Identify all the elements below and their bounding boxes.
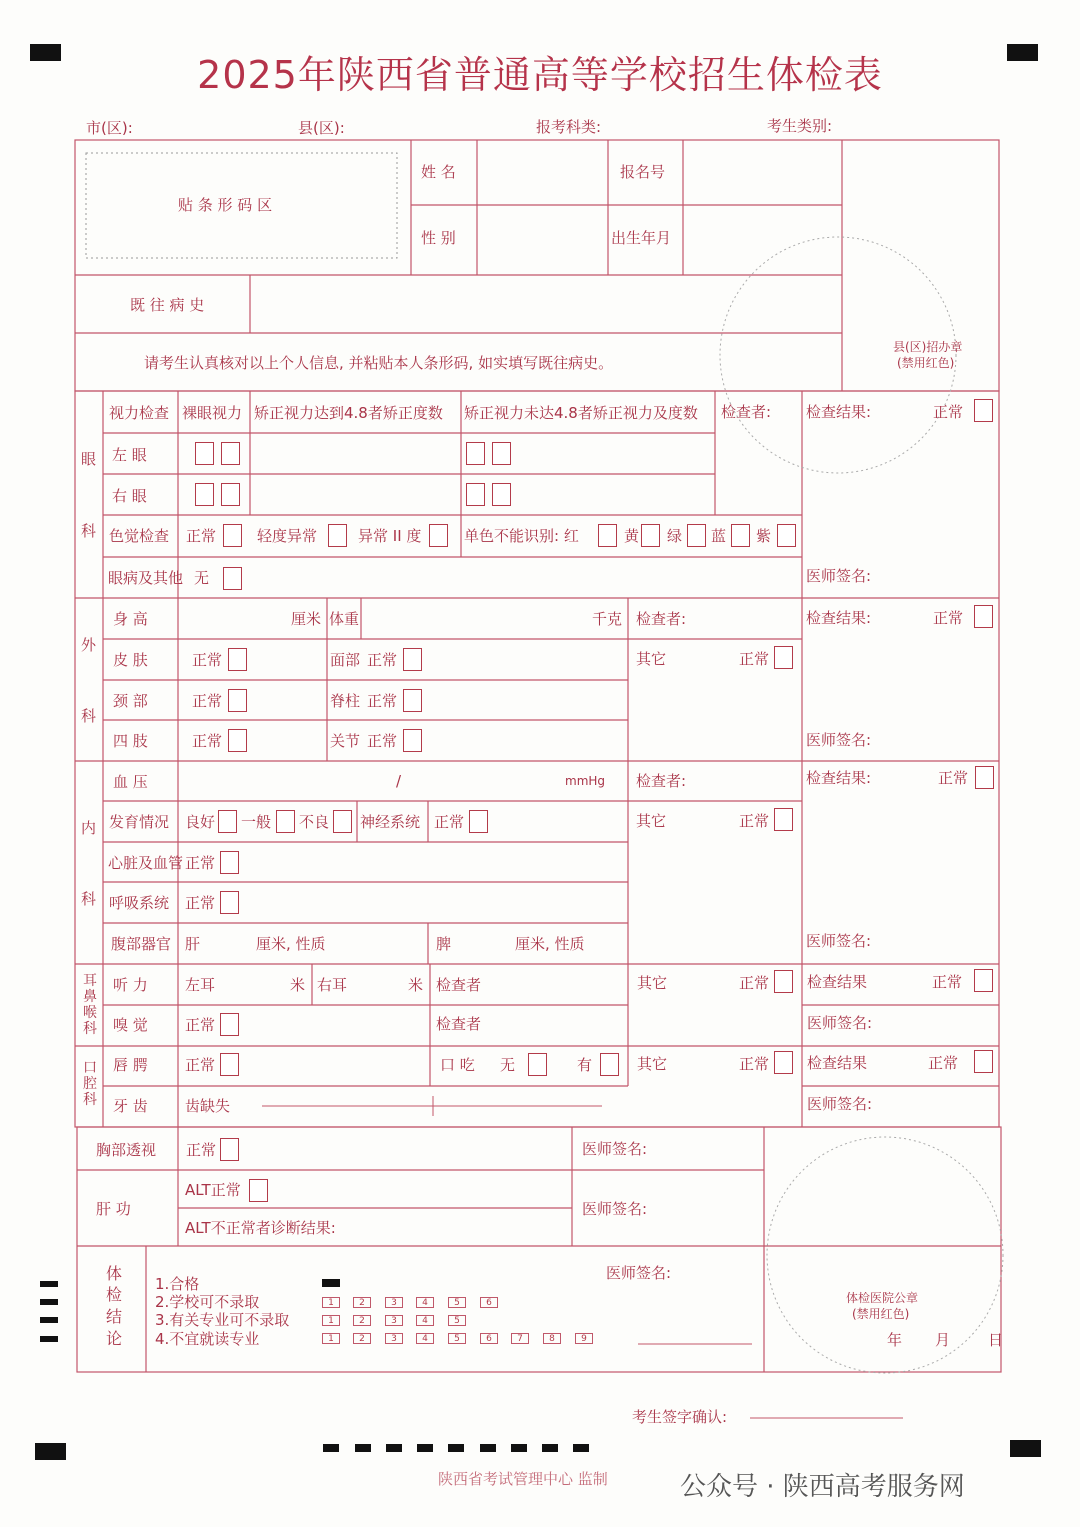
- eye-none-checkbox[interactable]: [223, 567, 242, 590]
- issuer-label: 陕西省考试管理中心 监制: [438, 1470, 608, 1488]
- notice: 请考生认真核对以上个人信息, 并粘贴本人条形码, 如实填写既往病史。: [144, 354, 614, 372]
- option-box[interactable]: 4: [416, 1297, 434, 1308]
- lip-normal-checkbox[interactable]: [220, 1053, 239, 1076]
- resp-normal-label: 正常: [185, 894, 216, 912]
- surgery-other-normal: 正常: [739, 650, 770, 668]
- eye-dept-2: 科: [81, 522, 97, 540]
- internal-result: 检查结果:: [806, 769, 872, 787]
- spleen-unit: 厘米, 性质: [515, 935, 585, 953]
- corrected-ok-label: 矫正视力达到4.8者矫正度数: [254, 404, 443, 422]
- height-label: 身 高: [113, 610, 148, 628]
- left-eye-label: 左 眼: [112, 446, 147, 464]
- surgery-normal-checkbox[interactable]: [974, 605, 993, 628]
- surgery-normal: 正常: [933, 609, 964, 627]
- eye-examiner: 检查者:: [721, 403, 772, 421]
- color-normal-label: 正常: [186, 527, 217, 545]
- missing-teeth-label: 齿缺失: [185, 1097, 231, 1115]
- left-ear-label: 左耳: [185, 976, 216, 994]
- timing-mark: [40, 1336, 58, 1342]
- surgery-dept-1: 外: [81, 636, 97, 654]
- left-ear-unit: 米: [290, 976, 306, 994]
- yellow-label: 黄: [624, 527, 640, 545]
- internal-other-normal: 正常: [739, 812, 770, 830]
- stutter-label: 口 吃: [440, 1056, 475, 1074]
- smell-normal-label: 正常: [185, 1016, 216, 1034]
- internal-other-checkbox[interactable]: [774, 808, 793, 831]
- ent-result: 检查结果: [807, 973, 868, 991]
- watermark: 公众号 · 陕西高考服务网: [680, 1472, 965, 1502]
- hearing-label: 听 力: [113, 976, 148, 994]
- option-box[interactable]: 5: [448, 1297, 466, 1308]
- weight-label: 体重: [329, 610, 360, 628]
- surgery-examiner: 检查者:: [636, 610, 687, 628]
- neck-normal-label: 正常: [192, 692, 223, 710]
- conclusion-doctor-sign: 医师签名:: [606, 1264, 672, 1282]
- hospital-stamp-note: (禁用红色): [852, 1307, 910, 1321]
- reg-no-label: 报名号: [620, 163, 666, 181]
- conclusion-unsuitable: 4.不宜就读专业: [155, 1330, 260, 1348]
- joint-normal-label: 正常: [367, 732, 398, 750]
- internal-dept-1: 内: [81, 819, 97, 837]
- option-box[interactable]: 2: [353, 1297, 371, 1308]
- dev-bad-label: 不良: [299, 813, 330, 831]
- spine-label: 脊柱: [330, 692, 361, 710]
- timing-mark: [542, 1444, 558, 1452]
- ent-doctor-sign: 医师签名:: [807, 1014, 873, 1032]
- timing-mark: [40, 1317, 58, 1323]
- liver-unit: 厘米, 性质: [256, 935, 326, 953]
- registration-mark: [1010, 1440, 1041, 1457]
- joint-label: 关节: [330, 732, 361, 750]
- oral-other-normal: 正常: [739, 1055, 770, 1073]
- internal-normal-checkbox[interactable]: [975, 766, 994, 789]
- hospital-stamp-label: 体检医院公章: [846, 1291, 919, 1305]
- internal-dept-2: 科: [81, 890, 97, 908]
- ent-other-normal: 正常: [739, 974, 770, 992]
- left-naked-digit-1[interactable]: [195, 442, 214, 465]
- option-box[interactable]: 8: [543, 1333, 561, 1344]
- resp-label: 呼吸系统: [109, 894, 170, 912]
- alt-normal-checkbox[interactable]: [249, 1179, 268, 1202]
- option-box[interactable]: 1: [322, 1315, 340, 1326]
- liver-function-label: 肝 功: [96, 1200, 131, 1218]
- county-stamp-label: 县(区)招办章: [893, 340, 963, 354]
- ent-other-label: 其它: [637, 974, 668, 992]
- oral-dept: 口腔科: [83, 1060, 97, 1109]
- option-box[interactable]: 1: [322, 1333, 340, 1344]
- barcode-area[interactable]: 贴 条 形 码 区: [178, 196, 273, 214]
- neuro-label: 神经系统: [360, 813, 421, 831]
- eye-normal-checkbox[interactable]: [974, 399, 993, 422]
- chest-normal-label: 正常: [186, 1141, 217, 1159]
- timing-mark: [417, 1444, 433, 1452]
- option-box[interactable]: 5: [448, 1333, 466, 1344]
- conclusion-char-3: 结: [106, 1307, 123, 1326]
- form-title: 2025年陕西省普通高等学校招生体检表: [197, 53, 883, 97]
- right-naked-digit-1[interactable]: [195, 483, 214, 506]
- timing-mark: [573, 1444, 589, 1452]
- face-label: 面部: [330, 651, 361, 669]
- gender-label: 性 别: [421, 229, 456, 247]
- oral-other-checkbox[interactable]: [774, 1051, 793, 1074]
- ent-normal-checkbox[interactable]: [974, 969, 993, 992]
- timing-mark: [386, 1444, 402, 1452]
- alt-normal-label: ALT正常: [185, 1181, 241, 1199]
- neuro-normal-checkbox[interactable]: [469, 810, 488, 833]
- smell-label: 嗅 觉: [113, 1016, 148, 1034]
- name-label: 姓 名: [421, 163, 456, 181]
- conclusion-char-1: 体: [106, 1264, 123, 1283]
- city-label: 市(区):: [86, 119, 133, 137]
- bp-slash: /: [396, 772, 402, 790]
- blue-label: 蓝: [711, 527, 727, 545]
- liver-label: 肝: [185, 935, 201, 953]
- left-naked-digit-2[interactable]: [221, 442, 240, 465]
- heart-label: 心脏及血管: [108, 854, 184, 872]
- color-mild-label: 轻度异常: [257, 527, 318, 545]
- oral-doctor-sign: 医师签名:: [807, 1095, 873, 1113]
- option-box[interactable]: 4: [416, 1315, 434, 1326]
- candidate-confirm-label: 考生签字确认:: [632, 1408, 728, 1426]
- yellow-checkbox[interactable]: [641, 524, 660, 547]
- surgery-other-label: 其它: [636, 650, 667, 668]
- timing-mark: [511, 1444, 527, 1452]
- right-corrected-digit-2[interactable]: [492, 483, 511, 506]
- county-stamp-note: (禁用红色): [897, 356, 955, 370]
- oral-normal: 正常: [928, 1054, 959, 1072]
- corrected-not-label: 矫正视力未达4.8者矫正视力及度数: [464, 404, 698, 422]
- joint-normal-checkbox[interactable]: [403, 729, 422, 752]
- eye-doctor-sign: 医师签名:: [806, 567, 872, 585]
- neck-normal-checkbox[interactable]: [228, 689, 247, 712]
- left-corrected-digit-2[interactable]: [492, 442, 511, 465]
- option-box[interactable]: 6: [480, 1297, 498, 1308]
- naked-vision-label: 裸眼视力: [182, 404, 243, 422]
- neck-label: 颈 部: [113, 692, 148, 710]
- eye-none-label: 无: [194, 569, 210, 587]
- dev-good-checkbox[interactable]: [218, 810, 237, 833]
- alt-abnormal-label: ALT不正常者诊断结果:: [185, 1219, 336, 1237]
- liver-doctor-sign: 医师签名:: [582, 1200, 648, 1218]
- mono-red-label: 单色不能识别: 红: [464, 527, 579, 545]
- ent-dept: 耳鼻喉科: [83, 973, 97, 1038]
- eye-result: 检查结果:: [806, 403, 872, 421]
- surgery-doctor-sign: 医师签名:: [806, 731, 872, 749]
- internal-doctor-sign: 医师签名:: [806, 932, 872, 950]
- purple-checkbox[interactable]: [777, 524, 796, 547]
- eye-other-label: 眼病及其他: [108, 569, 184, 587]
- timing-mark: [480, 1444, 496, 1452]
- date-month: 月: [935, 1331, 951, 1349]
- stutter-none-label: 无: [500, 1056, 516, 1074]
- limbs-label: 四 肢: [113, 732, 148, 750]
- registration-mark: [35, 1443, 66, 1460]
- conclusion-major-may-reject: 3.有关专业可不录取: [155, 1311, 290, 1329]
- birth-label: 出生年月: [611, 229, 672, 247]
- face-normal-label: 正常: [367, 651, 398, 669]
- hearing-examiner: 检查者: [436, 976, 482, 994]
- timing-mark: [40, 1281, 58, 1287]
- eye-dept-1: 眼: [81, 450, 97, 468]
- date-year: 年: [887, 1331, 903, 1349]
- oral-result: 检查结果: [807, 1054, 868, 1072]
- conclusion-char-4: 论: [106, 1329, 123, 1348]
- option-box[interactable]: 4: [416, 1333, 434, 1344]
- chest-doctor-sign: 医师签名:: [582, 1140, 648, 1158]
- spine-normal-checkbox[interactable]: [403, 689, 422, 712]
- internal-normal: 正常: [938, 769, 969, 787]
- chest-normal-checkbox[interactable]: [220, 1138, 239, 1161]
- dev-bad-checkbox[interactable]: [333, 810, 352, 833]
- ent-other-checkbox[interactable]: [774, 970, 793, 993]
- limbs-normal-checkbox[interactable]: [228, 729, 247, 752]
- heart-normal-label: 正常: [185, 854, 216, 872]
- option-box[interactable]: 3: [385, 1315, 403, 1326]
- conclusion-char-2: 检: [106, 1285, 123, 1304]
- timing-mark: [40, 1299, 58, 1305]
- skin-normal-label: 正常: [192, 651, 223, 669]
- option-box[interactable]: 5: [448, 1315, 466, 1326]
- bp-unit: mmHg: [565, 774, 606, 788]
- teeth-label: 牙 齿: [113, 1097, 148, 1115]
- right-eye-label: 右 眼: [112, 487, 147, 505]
- blue-checkbox[interactable]: [731, 524, 750, 547]
- left-corrected-digit-1[interactable]: [466, 442, 485, 465]
- color-mild-checkbox[interactable]: [328, 524, 347, 547]
- vision-check-label: 视力检查: [109, 404, 170, 422]
- heart-normal-checkbox[interactable]: [220, 851, 239, 874]
- dev-good-label: 良好: [185, 813, 216, 831]
- right-ear-unit: 米: [408, 976, 424, 994]
- oral-normal-checkbox[interactable]: [974, 1050, 993, 1073]
- surgery-other-checkbox[interactable]: [774, 646, 793, 669]
- timing-mark: [355, 1444, 371, 1452]
- oral-other-label: 其它: [637, 1055, 668, 1073]
- subject-label: 报考科类:: [536, 118, 602, 136]
- height-unit: 厘米: [291, 610, 322, 628]
- lip-label: 唇 腭: [113, 1056, 148, 1074]
- timing-mark: [448, 1444, 464, 1452]
- green-label: 绿: [667, 527, 683, 545]
- neuro-normal-label: 正常: [434, 813, 465, 831]
- internal-examiner: 检查者:: [636, 772, 687, 790]
- abdomen-label: 腹部器官: [111, 935, 172, 953]
- stutter-yes-label: 有: [577, 1056, 593, 1074]
- option-box[interactable]: 3: [385, 1297, 403, 1308]
- stutter-none-checkbox[interactable]: [528, 1053, 547, 1076]
- spleen-label: 脾: [436, 935, 452, 953]
- timing-mark: [323, 1444, 339, 1452]
- color-abn2-checkbox[interactable]: [429, 524, 448, 547]
- internal-other-label: 其它: [636, 812, 667, 830]
- option-box[interactable]: 3: [385, 1333, 403, 1344]
- skin-normal-checkbox[interactable]: [228, 648, 247, 671]
- face-normal-checkbox[interactable]: [403, 648, 422, 671]
- conclusion-school-may-reject: 2.学校可不录取: [155, 1293, 260, 1311]
- dev-avg-label: 一般: [241, 813, 272, 831]
- spine-normal-label: 正常: [367, 692, 398, 710]
- option-box[interactable]: 7: [511, 1333, 529, 1344]
- skin-label: 皮 肤: [113, 651, 148, 669]
- surgery-dept-2: 科: [81, 707, 97, 725]
- smell-examiner: 检查者: [436, 1015, 482, 1033]
- ent-normal: 正常: [932, 973, 963, 991]
- date-day: 日: [988, 1331, 1004, 1349]
- history-label: 既 往 病 史: [130, 296, 205, 314]
- option-box[interactable]: 2: [353, 1315, 371, 1326]
- smell-normal-checkbox[interactable]: [220, 1013, 239, 1036]
- option-box[interactable]: 6: [480, 1333, 498, 1344]
- conclusion-qualified: 1.合格: [155, 1275, 200, 1293]
- timing-mark: [322, 1279, 340, 1287]
- limbs-normal-label: 正常: [192, 732, 223, 750]
- color-vision-label: 色觉检查: [109, 527, 170, 545]
- stutter-yes-checkbox[interactable]: [600, 1053, 619, 1076]
- option-box[interactable]: 1: [322, 1297, 340, 1308]
- county-label: 县(区):: [298, 119, 345, 137]
- surgery-result: 检查结果:: [806, 609, 872, 627]
- weight-unit: 千克: [592, 610, 623, 628]
- dev-avg-checkbox[interactable]: [276, 810, 295, 833]
- lip-normal-label: 正常: [185, 1056, 216, 1074]
- right-naked-digit-2[interactable]: [221, 483, 240, 506]
- red-checkbox[interactable]: [598, 524, 617, 547]
- option-box[interactable]: 2: [353, 1333, 371, 1344]
- right-corrected-digit-1[interactable]: [466, 483, 485, 506]
- color-normal-checkbox[interactable]: [223, 524, 242, 547]
- color-abn2-label: 异常 II 度: [358, 527, 422, 545]
- right-ear-label: 右耳: [317, 976, 348, 994]
- purple-label: 紫: [756, 527, 772, 545]
- green-checkbox[interactable]: [687, 524, 706, 547]
- resp-normal-checkbox[interactable]: [220, 891, 239, 914]
- option-box[interactable]: 9: [575, 1333, 593, 1344]
- bp-label: 血 压: [113, 773, 148, 791]
- chest-xray-label: 胸部透视: [96, 1141, 157, 1159]
- development-label: 发育情况: [109, 813, 170, 831]
- eye-normal: 正常: [933, 403, 964, 421]
- category-label: 考生类别:: [767, 117, 833, 135]
